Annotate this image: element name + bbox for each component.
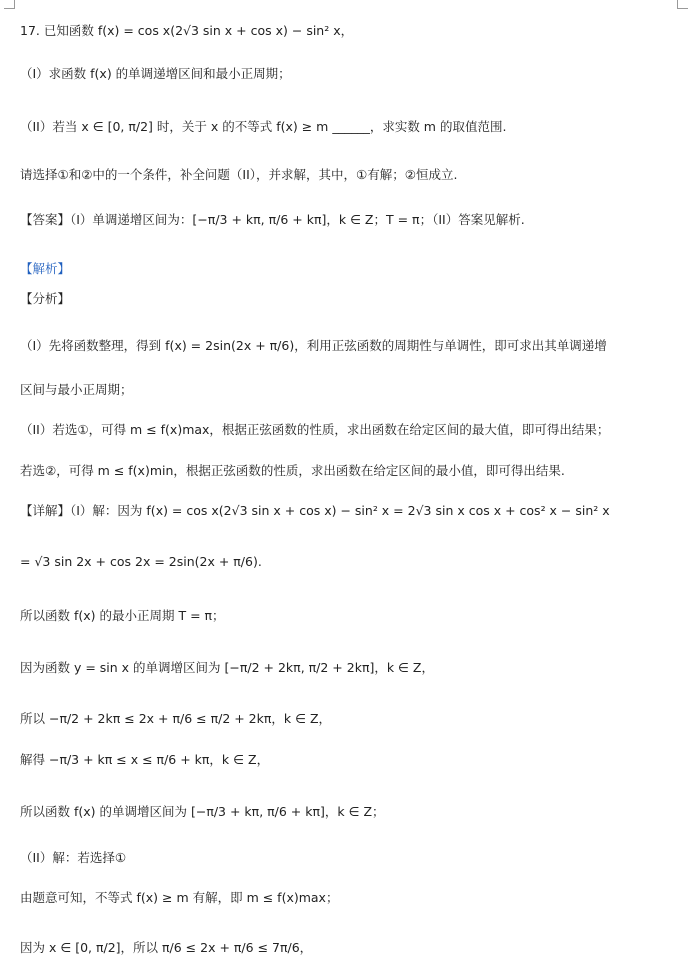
problem-statement: 17. 已知函数 f(x) = cos x(2√3 sin x + cos x) − sin² x， (20, 23, 354, 38)
answer-line: 【答案】（I）单调递增区间为：[−π/3 + kπ, π/6 + kπ]，k ∈ Z；T = π；（II）答案见解析. (20, 212, 525, 227)
question-part-2: （II）若当 x ∈ [0, π/2] 时，关于 x 的不等式 f(x) ≥ m ______，求实数 m 的取值范围. (20, 119, 507, 134)
detail-part-1-start: 【详解】（I）解：因为 f(x) = cos x(2√3 sin x + cos x) − sin² x = 2√3 sin x cos x + cos² x − sin² x (20, 503, 610, 518)
detail-solution: 解得 −π/3 + kπ ≤ x ≤ π/6 + kπ，k ∈ Z， (20, 752, 270, 767)
outline-part-1: （I）先将函数整理，得到 f(x) = 2sin(2x + π/6)，利用正弦函数的周期性与单调性，即可求出其单调递增 (20, 338, 607, 353)
detail-inequality: 所以 −π/2 + 2kπ ≤ 2x + π/6 ≤ π/2 + 2kπ，k ∈ Z， (20, 711, 332, 726)
page-corner-mark-left (4, 0, 15, 9)
page-corner-mark-right (677, 0, 688, 9)
analysis-heading: 【解析】 (20, 261, 71, 276)
outline-part-2-option-2: 若选②，可得 m ≤ f(x)min，根据正弦函数的性质，求出函数在给定区间的最小值，即可得出结果. (20, 463, 565, 478)
detail-period: 所以函数 f(x) 的最小正周期 T = π； (20, 608, 225, 623)
detail-part-2-heading: （II）解：若选择① (20, 850, 127, 865)
condition-choice: 请选择①和②中的一个条件，补全问题（II），并求解，其中，①有解；②恒成立. (20, 167, 458, 182)
detail-part-2-condition: 由题意可知，不等式 f(x) ≥ m 有解，即 m ≤ f(x)max； (20, 890, 339, 905)
detail-simplification: = √3 sin 2x + cos 2x = 2sin(2x + π/6). (20, 554, 262, 569)
outline-heading: 【分析】 (20, 291, 71, 306)
detail-part-2-range: 因为 x ∈ [0, π/2]，所以 π/6 ≤ 2x + π/6 ≤ 7π/6， (20, 940, 313, 955)
detail-sine-increasing: 因为函数 y = sin x 的单调增区间为 [−π/2 + 2kπ, π/2 + 2kπ]，k ∈ Z， (20, 660, 434, 675)
question-part-1: （I）求函数 f(x) 的单调递增区间和最小正周期； (20, 66, 291, 81)
outline-part-1-cont: 区间与最小正周期； (20, 382, 133, 397)
detail-increasing-interval: 所以函数 f(x) 的单调增区间为 [−π/3 + kπ, π/6 + kπ]，k ∈ Z； (20, 804, 385, 819)
outline-part-2-option-1: （II）若选①，可得 m ≤ f(x)max，根据正弦函数的性质，求出函数在给定区间的最大值，即可得出结果； (20, 422, 610, 437)
